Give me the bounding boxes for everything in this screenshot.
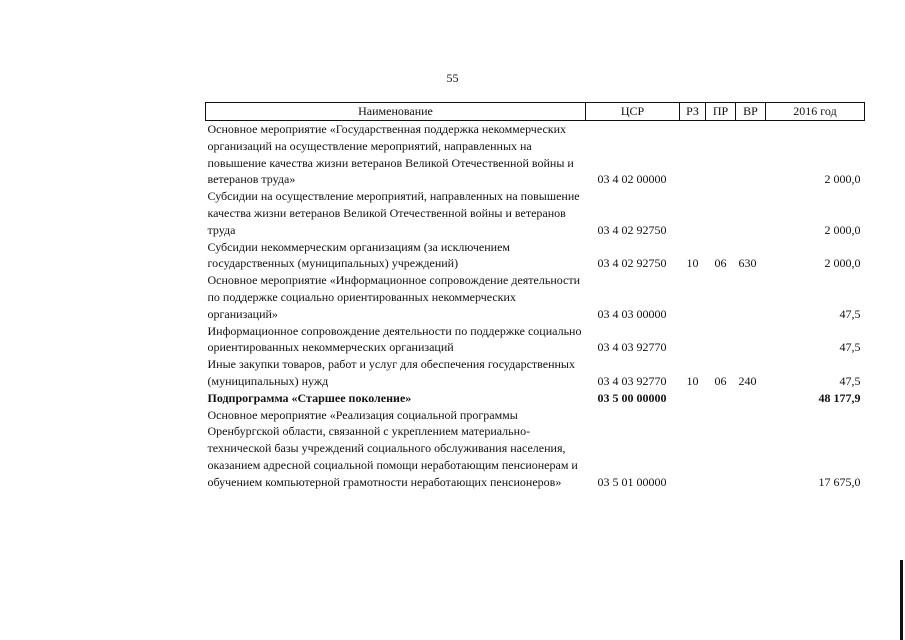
row-rz: [680, 272, 706, 322]
header-rz: РЗ: [680, 103, 706, 121]
row-name: Субсидии некоммерческим организациям (за исключением государственных (муниципальных) учреждений): [207, 239, 511, 271]
row-amount: 47,5: [839, 340, 861, 355]
row-vr: [736, 390, 766, 407]
row-csr: 03 4 03 00000: [597, 306, 667, 321]
row-amount: 48 177,9: [818, 390, 861, 405]
row-vr: [736, 272, 766, 322]
row-csr: 03 5 01 00000: [597, 474, 667, 489]
row-pr: 06: [714, 373, 727, 388]
row-amount: 2 000,0: [824, 256, 861, 271]
header-pr: ПР: [706, 103, 736, 121]
row-amount: 2 000,0: [824, 222, 861, 237]
row-name: Иные закупки товаров, работ и услуг для обеспечения государственных (муниципальных) нужд: [207, 357, 575, 388]
table-row: [206, 188, 865, 238]
row-vr: [736, 188, 766, 238]
table-row-subprogram: [206, 390, 865, 407]
row-name: Основное мероприятие «Информационное сопровождение деятельности по поддержке социально ориентированных некоммерческих организаций»: [207, 273, 581, 321]
table-row: [206, 239, 865, 273]
row-name: Подпрограмма «Старшее поколение»: [207, 390, 412, 405]
budget-table: [205, 102, 865, 491]
row-pr: [706, 121, 736, 189]
row-rz: [680, 188, 706, 238]
row-pr: [706, 407, 736, 491]
row-csr: 03 4 03 92770: [597, 340, 667, 355]
row-vr: 240: [738, 373, 757, 388]
row-rz: [680, 390, 706, 407]
table-row: [206, 407, 865, 491]
row-amount: 2 000,0: [824, 172, 861, 187]
row-vr: [736, 121, 766, 189]
table-row: [206, 272, 865, 322]
row-vr: [736, 407, 766, 491]
row-vr: 630: [738, 256, 757, 271]
page-number: 55: [446, 71, 459, 85]
row-csr: 03 4 02 00000: [597, 172, 667, 187]
row-vr: [736, 323, 766, 357]
scan-edge-mark: [900, 560, 903, 640]
row-rz: [680, 121, 706, 189]
table-row: [206, 356, 865, 390]
row-rz: [680, 407, 706, 491]
row-csr: 03 4 03 92770: [597, 373, 667, 388]
row-rz: [680, 323, 706, 357]
header-name: Наименование: [206, 103, 586, 121]
row-pr: [706, 188, 736, 238]
row-amount: 17 675,0: [818, 474, 861, 489]
row-amount: 47,5: [839, 306, 861, 321]
row-name: Информационное сопровождение деятельности по поддержке социально ориентированных некоммерческих организаций: [207, 323, 582, 355]
row-pr: 06: [714, 256, 727, 271]
row-name: Основное мероприятие «Государственная поддержка некоммерческих организаций на осуществление мероприятий, направленных на повышение качества жизни ветеранов Великой Отечественной войны и ветеранов труда»: [207, 122, 574, 187]
table-row: [206, 121, 865, 189]
table-header-row: [206, 103, 865, 121]
header-year: 2016 год: [766, 103, 865, 121]
row-pr: [706, 323, 736, 357]
row-rz: 10: [686, 256, 699, 271]
row-csr: 03 4 02 92750: [597, 256, 667, 271]
header-vr: ВР: [736, 103, 766, 121]
row-name: Субсидии на осуществление мероприятий, направленных на повышение качества жизни ветеранов Великой Отечественной войны и ветеранов труда: [207, 189, 580, 237]
row-name: Основное мероприятие «Реализация социальной программы Оренбургской области, связанной с укреплением материально-технической базы учреждений социального обслуживания населения, оказанием адресной социальной помощи неработающим пенсионерам и обучением компьютерной грамотности неработающих пенсионеров»: [207, 407, 578, 489]
row-csr: 03 4 02 92750: [597, 222, 667, 237]
table-row: [206, 323, 865, 357]
row-pr: [706, 272, 736, 322]
row-rz: 10: [686, 373, 699, 388]
row-amount: 47,5: [839, 373, 861, 388]
header-csr: ЦСР: [586, 103, 680, 121]
row-pr: [706, 390, 736, 407]
row-csr: 03 5 00 00000: [597, 390, 667, 405]
